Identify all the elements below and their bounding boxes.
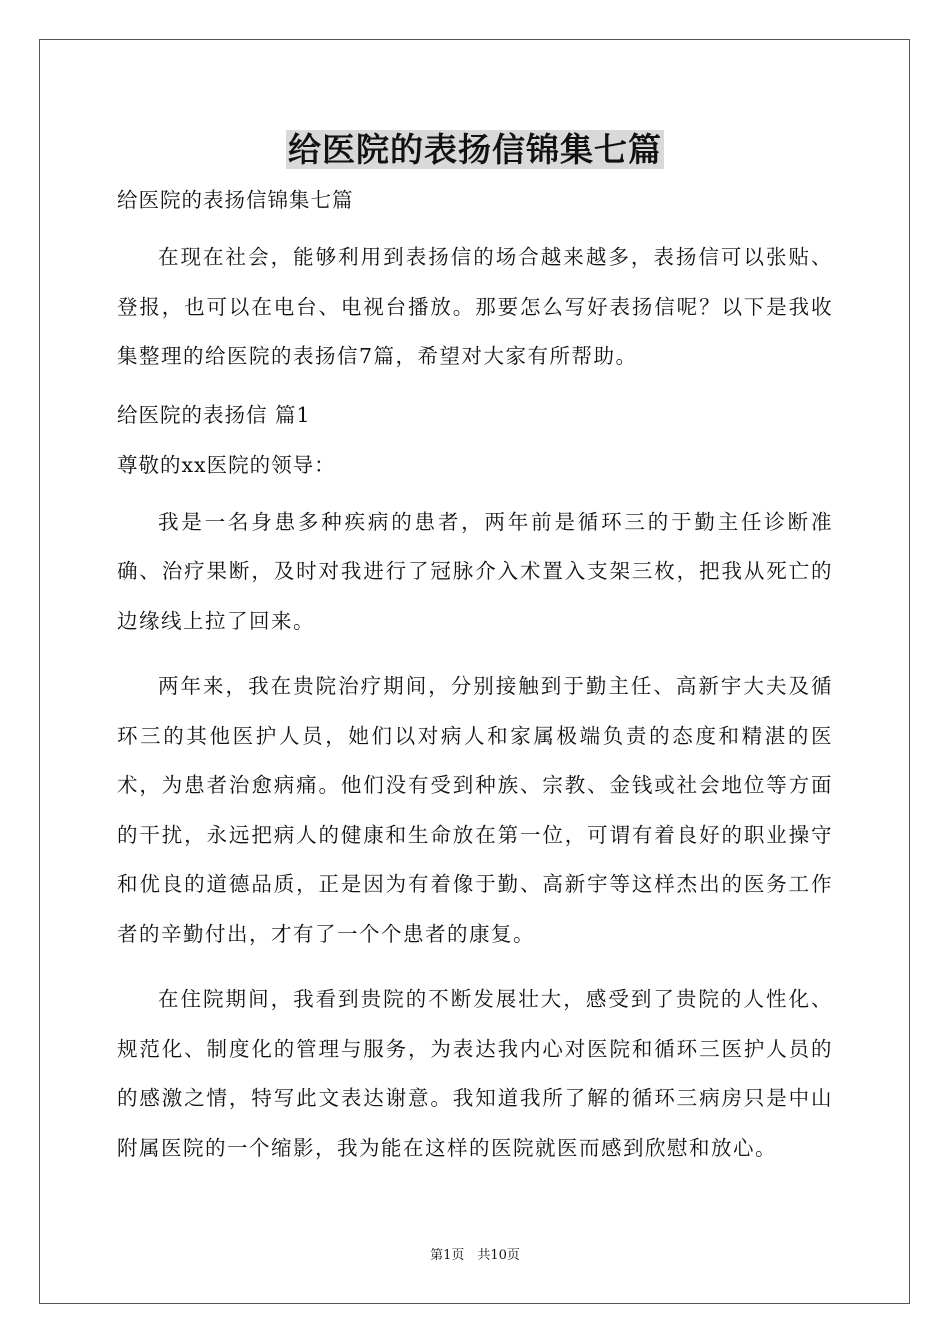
intro-paragraph: 在现在社会，能够利用到表扬信的场合越来越多，表扬信可以张贴、登报，也可以在电台、电视台播放。那要怎么写好表扬信呢？以下是我收集整理的给医院的表扬信7篇，希望对大家有所帮助。	[117, 245, 833, 368]
document-body	[117, 183, 833, 1189]
letter-paragraph-3: 在住院期间，我看到贵院的不断发展壮大，感受到了贵院的人性化、规范化、制度化的管理与服务，为表达我内心对医院和循环三医护人员的的感激之情，特写此文表达谢意。我知道我所了解的循环三病房只是中山附属医院的一个缩影，我为能在这样的医院就医而感到欣慰和放心。	[117, 987, 833, 1160]
letter-paragraph-1: 我是一名身患多种疾病的患者，两年前是循环三的于勤主任诊断准确、治疗果断，及时对我进行了冠脉介入术置入支架三枚，把我从死亡的边缘线上拉了回来。	[117, 509, 833, 633]
letter-paragraph-2: 两年来，我在贵院治疗期间，分别接触到于勤主任、高新宇大夫及循环三的其他医护人员，她们以对病人和家属极端负责的态度和精湛的医术，为患者治愈病痛。他们没有受到种族、宗教、金钱或社会地位等方面的干扰，永远把病人的健康和生命放在第一位，可谓有着良好的职业操守和优良的道德品质，正是因为有着像于勤、高新宇等这样杰出的医务工作者的辛勤付出，才有了一个个患者的康复。	[117, 674, 833, 946]
document-subtitle: 给医院的表扬信锦集七篇	[117, 188, 354, 212]
page-number: 第1页 共10页	[430, 1248, 520, 1263]
section-heading: 给医院的表扬信 篇1	[117, 402, 311, 427]
letter-salutation: 尊敬的xx医院的领导：	[117, 452, 336, 477]
page-footer	[0, 1247, 950, 1265]
document-title	[0, 127, 950, 173]
document-title-text: 给医院的表扬信锦集七篇	[288, 130, 662, 169]
